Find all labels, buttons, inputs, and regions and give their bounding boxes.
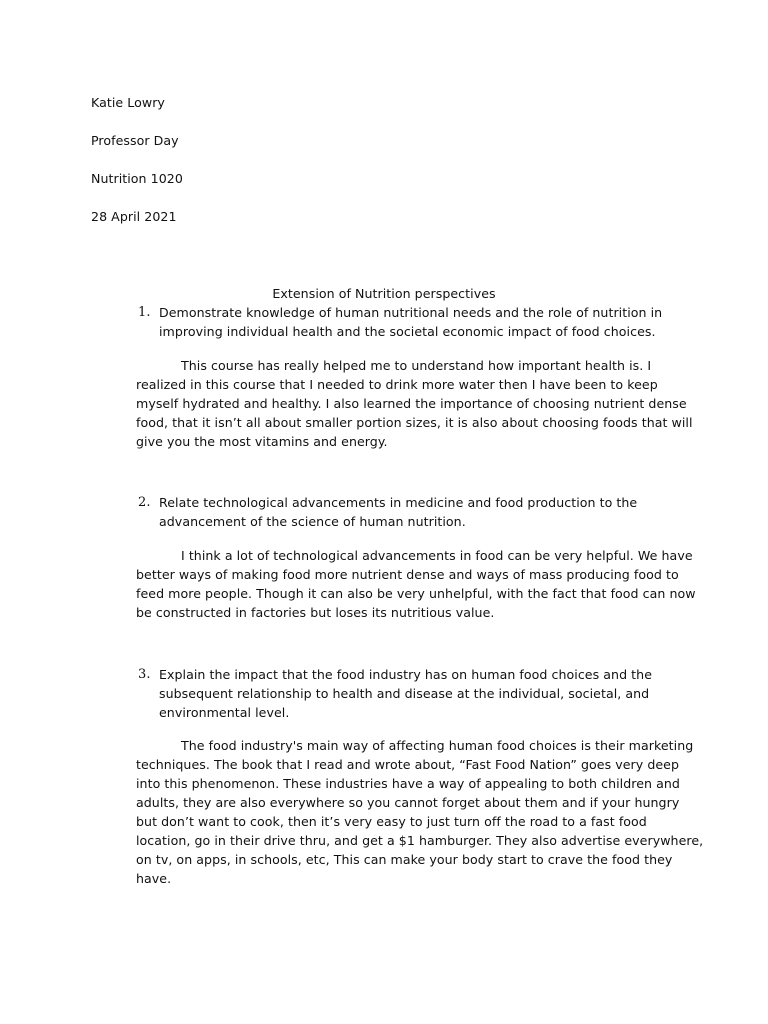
answer-3-line-7: on tv, on apps, in schools, etc, This can make your body start to crave the food they bbox=[136, 852, 673, 867]
question-2-line-2: advancement of the science of human nutrition. bbox=[159, 514, 466, 529]
question-3-number: 3. bbox=[138, 667, 151, 682]
answer-3-line-1 bbox=[136, 736, 693, 755]
student-name: Katie Lowry bbox=[91, 95, 165, 110]
answer-1-line-5: give you the most vitamins and energy. bbox=[136, 434, 388, 449]
answer-1-line-2: realized in this course that I needed to drink more water then I have been to keep bbox=[136, 377, 658, 392]
course-name: Nutrition 1020 bbox=[91, 171, 183, 186]
professor-name: Professor Day bbox=[91, 133, 179, 148]
answer-1-line-4: food, that it isn’t all about smaller portion sizes, it is also about choosing foods that will bbox=[136, 415, 693, 430]
document-title bbox=[0, 286, 768, 302]
answer-2-line-1-text: I think a lot of technological advancements in food can be very helpful. We have bbox=[181, 548, 693, 563]
answer-3-line-2: techniques. The book that I read and wrote about, “Fast Food Nation” goes very deep bbox=[136, 757, 680, 772]
document-date: 28 April 2021 bbox=[91, 209, 177, 224]
answer-1-line-1 bbox=[136, 356, 651, 375]
answer-1-line-3: myself hydrated and healthy. I also learned the importance of choosing nutrient dense bbox=[136, 396, 687, 411]
answer-3-line-3: into this phenomenon. These industries have a way of appealing to both children and bbox=[136, 776, 680, 791]
document-title-text: Extension of Nutrition perspectives bbox=[272, 286, 496, 301]
answer-3-line-8: have. bbox=[136, 871, 172, 886]
answer-2-line-3: feed more people. Though it can also be very unhelpful, with the fact that food can now bbox=[136, 586, 696, 601]
question-1-line-1: Demonstrate knowledge of human nutritional needs and the role of nutrition in bbox=[159, 305, 663, 320]
answer-3-line-5: but don’t want to cook, then it’s very easy to just turn off the road to a fast food bbox=[136, 814, 647, 829]
answer-2-line-4: be constructed in factories but loses its nutritious value. bbox=[136, 605, 495, 620]
answer-2-line-1 bbox=[136, 546, 693, 565]
question-3-line-1: Explain the impact that the food industry has on human food choices and the bbox=[159, 667, 652, 682]
question-3-line-3: environmental level. bbox=[159, 705, 290, 720]
question-1-line-2: improving individual health and the societal economic impact of food choices. bbox=[159, 324, 656, 339]
question-2-line-1: Relate technological advancements in medicine and food production to the bbox=[159, 495, 638, 510]
question-2-number: 2. bbox=[138, 495, 151, 510]
answer-3-line-4: adults, they are also everywhere so you cannot forget about them and if your hungry bbox=[136, 795, 680, 810]
answer-1-line-1-text: This course has really helped me to understand how important health is. I bbox=[181, 358, 652, 373]
answer-2-line-2: better ways of making food more nutrient dense and ways of mass producing food to bbox=[136, 567, 679, 582]
answer-3-line-1-text: The food industry's main way of affecting human food choices is their marketing bbox=[181, 738, 694, 753]
question-1-number: 1. bbox=[138, 305, 151, 320]
answer-3-line-6: location, go in their drive thru, and get a $1 hamburger. They also advertise everywhere, bbox=[136, 833, 704, 848]
question-3-line-2: subsequent relationship to health and disease at the individual, societal, and bbox=[159, 686, 650, 701]
